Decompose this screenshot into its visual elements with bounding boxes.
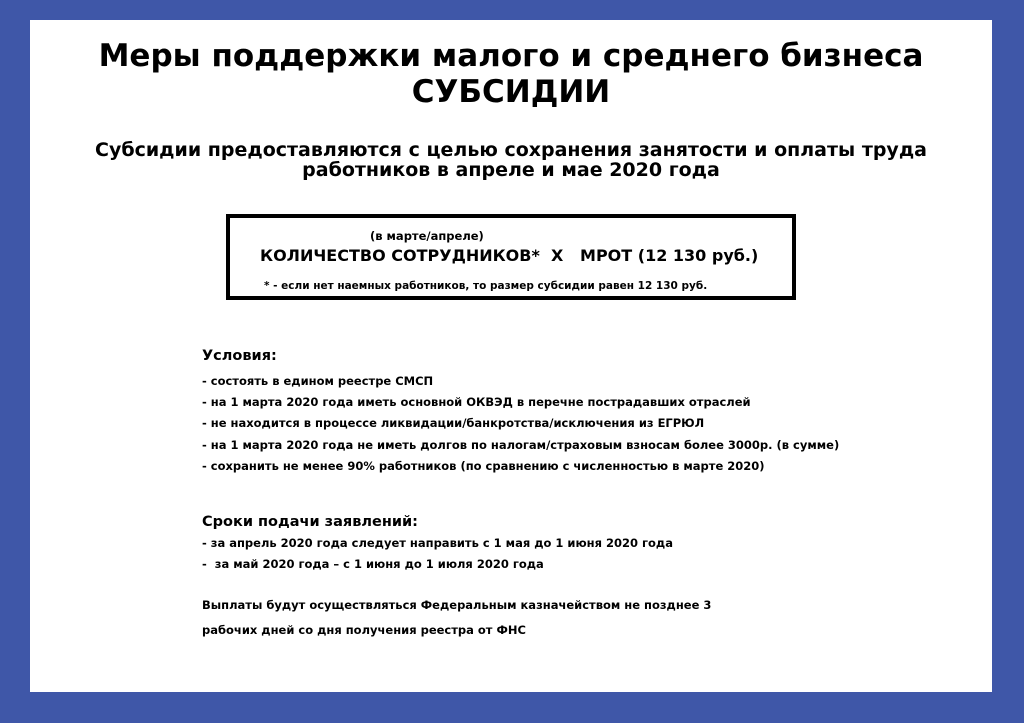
formula-text: КОЛИЧЕСТВО СОТРУДНИКОВ* Х МРОТ (12 130 руб.): [260, 246, 759, 265]
list-item: - на 1 марта 2020 года иметь основной ОКВЭД в перечне пострадавших отраслей: [202, 395, 751, 410]
page-title-subsidies: СУБСИДИИ: [411, 74, 611, 110]
intro-line-2: работников в апреле и мае 2020 года: [302, 159, 720, 181]
payout-text-line-1: Выплаты будут осуществляться Федеральным казначейством не позднее 3: [202, 598, 712, 612]
conditions-heading: Условия:: [202, 348, 277, 364]
list-item: - на 1 марта 2020 года не иметь долгов по налогам/страховым взносам более 3000р. (в сумме): [202, 437, 840, 452]
conditions-list: [202, 371, 839, 477]
page-title: Меры поддержки малого и среднего бизнеса: [98, 38, 924, 74]
payout-text-line-2: рабочих дней со дня получения реестра от ФНС: [202, 623, 526, 637]
deadlines-heading: Сроки подачи заявлений:: [202, 514, 418, 530]
formula-footnote: * - если нет наемных работников, то размер субсидии равен 12 130 руб.: [264, 280, 708, 292]
intro-line-1: Субсидии предоставляются с целью сохранения занятости и оплаты труда: [95, 139, 927, 161]
list-item: - состоять в едином реестре СМСП: [202, 374, 434, 388]
document-sheet: [30, 20, 992, 692]
formula-box: [226, 214, 796, 300]
formula-period-note: (в марте/апреле): [370, 229, 484, 243]
list-item: - сохранить не менее 90% работников (по сравнению с численностью в марте 2020): [202, 458, 765, 473]
deadlines-list: [202, 533, 673, 575]
list-item: - за апрель 2020 года следует направить с 1 мая до 1 июня 2020 года: [202, 536, 673, 550]
list-item: - не находится в процессе ликвидации/банкротства/исключения из ЕГРЮЛ: [202, 416, 705, 431]
list-item: - за май 2020 года – с 1 июня до 1 июля 2020 года: [202, 557, 544, 572]
